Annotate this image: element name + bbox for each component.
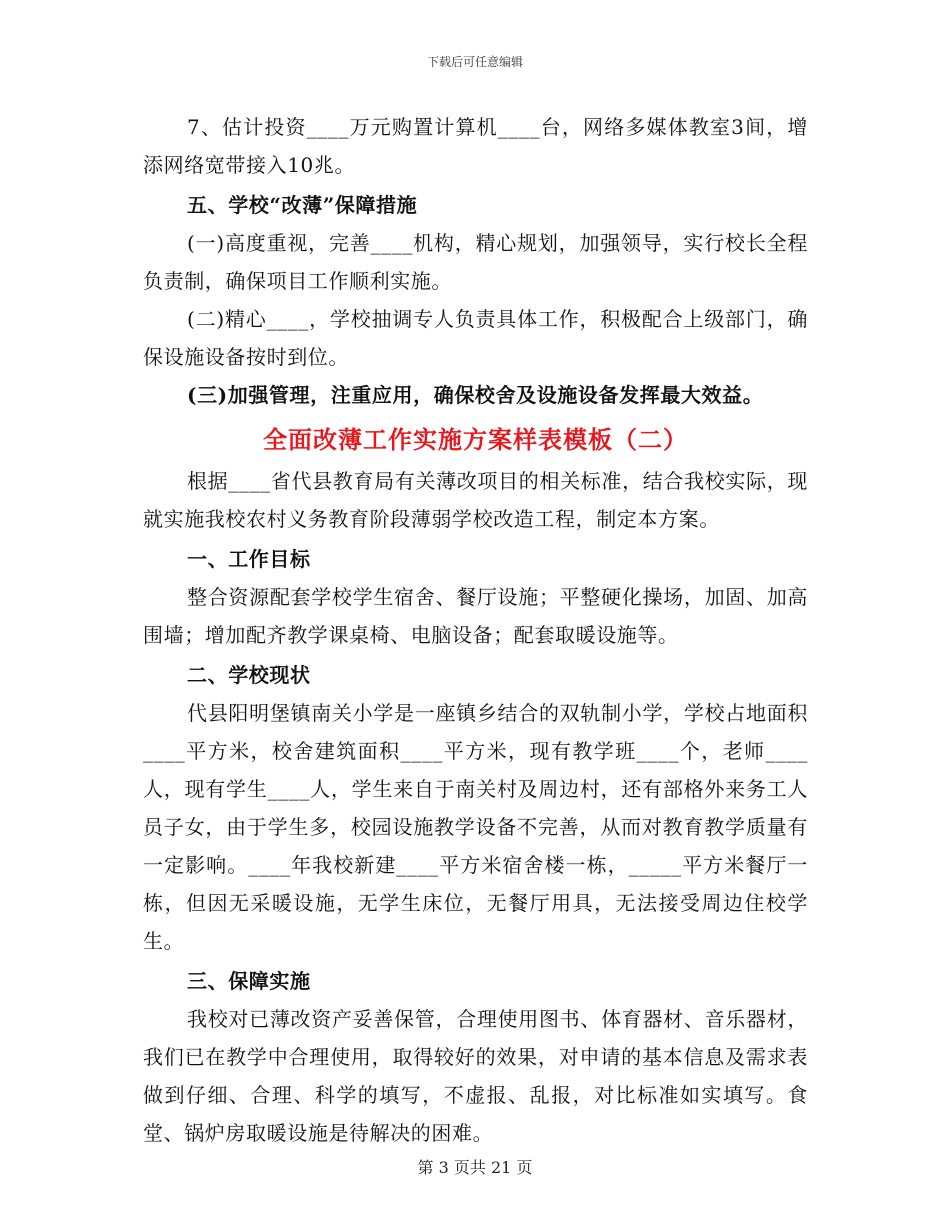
- paragraph-implementation: 我校对已薄改资产妥善保管，合理使用图书、体育器材、音乐器材，我们已在教学中合理使用，取得较好的效果，对申请的基本信息及需求表做到仔细、合理、科学的填写，不虚报、乱报，对比标准如实填写。食堂、锅炉房取暖设施是待解决的困难。: [143, 1007, 808, 1145]
- document-body: [143, 108, 808, 1152]
- section-heading-3: 三、保障实施: [187, 969, 311, 993]
- paragraph-measure-1: (一)高度重视，完善____机构，精心规划，加强领导，实行校长全程负责制，确保项目工作顺利实施。: [143, 231, 808, 293]
- paragraph-status: 代县阳明堡镇南关小学是一座镇乡结合的双轨制小学，学校占地面积____平方米，校舍建筑面积____平方米，现有教学班____个，老师____人，现有学生____人，学生来自于南关村及周边村，还有部格外来务工人员子女，由于学生多，校园设施教学设备不完善，从而对教育教学质量有一定影响。____年我校新建____平方米宿舍楼一栋，_____平方米餐厅一栋，但因无采暖设施，无学生床位，无餐厅用具，无法接受周边住校学生。: [143, 701, 808, 953]
- section-heading-1: 一、工作目标: [187, 547, 311, 571]
- document-title: 全面改薄工作实施方案样表模板（二）: [263, 425, 688, 454]
- paragraph-intro: 根据____省代县教育局有关薄改项目的相关标准，结合我校实际，现就实施我校农村义务教育阶段薄弱学校改造工程，制定本方案。: [143, 469, 808, 531]
- paragraph-goals: 整合资源配套学校学生宿舍、餐厅设施；平整硬化操场，加固、加高围墙；增加配齐教学课桌椅、电脑设备；配套取暖设施等。: [143, 585, 808, 647]
- section-heading-5: 五、学校“改薄”保障措施: [187, 193, 418, 217]
- section-heading-2: 二、学校现状: [187, 663, 311, 687]
- paragraph-item-7: 7、估计投资____万元购置计算机____台，网络多媒体教室3间，增添网络宽带接入10兆。: [143, 115, 808, 177]
- page-header: 下载后可任意编辑: [426, 55, 523, 69]
- paragraph-measure-2: (二)精心____，学校抽调专人负责具体工作，积极配合上级部门，确保设施设备按时到位。: [143, 307, 808, 369]
- paragraph-measure-3: (三)加强管理，注重应用，确保校舍及设施设备发挥最大效益。: [187, 383, 764, 407]
- page-footer: 第 3 页共 21 页: [417, 1158, 533, 1177]
